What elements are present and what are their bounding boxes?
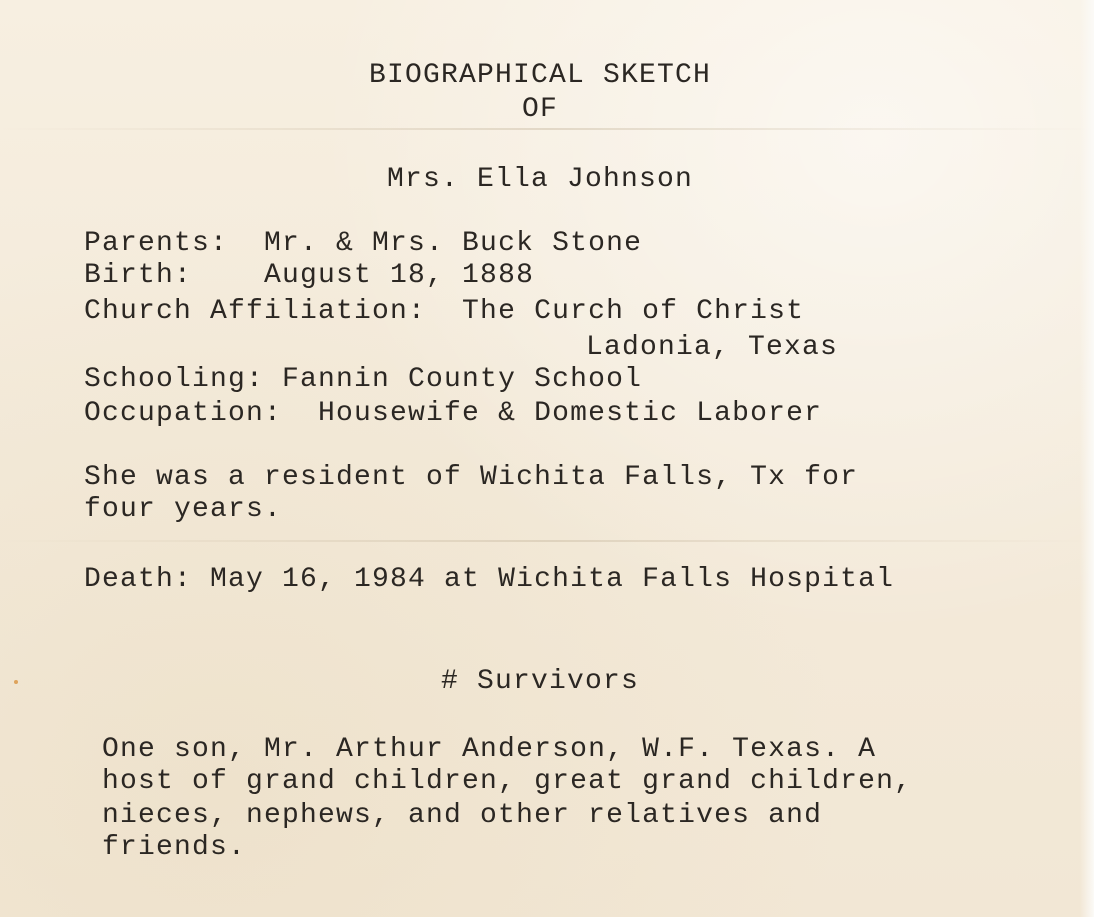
survivors-heading: # Survivors (440, 666, 640, 697)
church-location-line: Ladonia, Texas (586, 332, 839, 363)
document-title-of: OF (521, 94, 558, 125)
parents-line: Parents: Mr. & Mrs. Buck Stone (84, 228, 643, 259)
paper-fold-line (0, 128, 1094, 130)
subject-name: Mrs. Ella Johnson (386, 164, 694, 195)
residence-line: She was a resident of Wichita Falls, Tx for (84, 462, 859, 493)
survivors-text: friends. (102, 832, 247, 863)
document-title: BIOGRAPHICAL SKETCH (368, 60, 712, 91)
death-line: Death: May 16, 1984 at Wichita Falls Hospital (84, 564, 895, 595)
paper-edge (1080, 0, 1094, 917)
schooling-line: Schooling: Fannin County School (84, 364, 643, 395)
church-affiliation-line: Church Affiliation: The Curch of Christ (84, 296, 805, 327)
survivors-text: host of grand children, great grand children, (102, 766, 913, 797)
residence-line: four years. (84, 494, 283, 525)
survivors-text: One son, Mr. Arthur Anderson, W.F. Texas. A (102, 734, 877, 765)
paper-fold-line (0, 540, 1094, 542)
birth-line: Birth: August 18, 1888 (84, 260, 535, 291)
survivors-text: nieces, nephews, and other relatives and (102, 800, 823, 831)
occupation-line: Occupation: Housewife & Domestic Laborer (84, 398, 823, 429)
